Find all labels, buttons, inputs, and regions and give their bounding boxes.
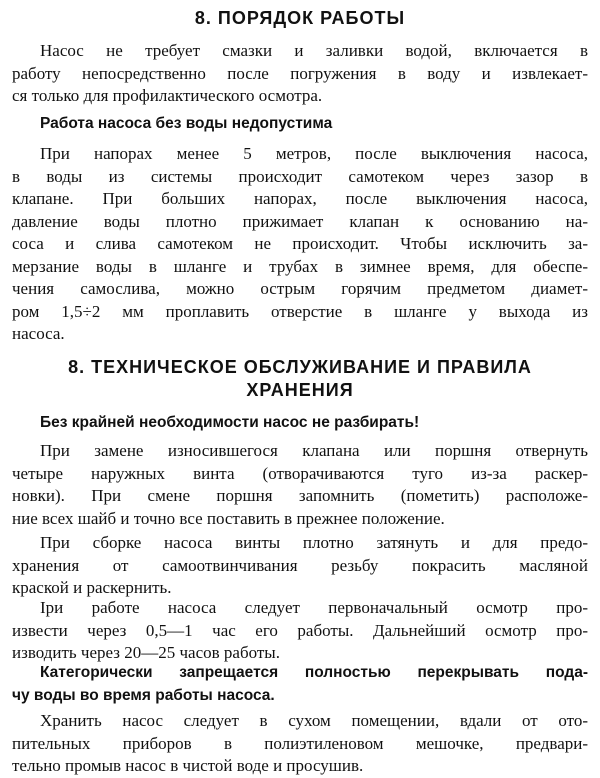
section-8-heading-line-1: 8. ТЕХНИЧЕСКОЕ ОБСЛУЖИВАНИЕ И ПРАВИЛА — [68, 357, 532, 377]
text-line: При замене износившегося клапана или поршня отвернуть — [40, 441, 588, 460]
text-line: новки). При смене поршня запомнить (пометить) расположе- — [12, 486, 588, 505]
text-line: извести через 0,5—1 час его работы. Дальнейший осмотр про- — [12, 620, 588, 640]
text-line: Хранить насос следует в сухом помещении, вдали от ото- — [40, 711, 588, 730]
text-line: насоса. — [12, 324, 65, 343]
section-8-warning — [12, 662, 588, 707]
section-8-paragraph-3 — [12, 597, 588, 665]
text-line: чения самослива, можно острым горячим предметом диамет- — [12, 279, 588, 298]
text-line: тельно промыв насос в чистой воде и просушив. — [12, 756, 364, 775]
text-line: ром 1,5÷2 мм проплавить отверстие в шланге у выхода из — [12, 301, 588, 321]
section-7-paragraph-2 — [12, 143, 588, 346]
section-7-subheading: Работа насоса без воды недопустима — [40, 115, 333, 132]
text-line: хранения от самоотвинчивания резьбу покрасить масляной — [12, 555, 588, 575]
text-line: клапане. При больших напорах, после выключения насоса, — [12, 189, 588, 208]
text-line: чу воды во время работы насоса. — [12, 686, 275, 704]
section-8-paragraph-1 — [12, 440, 588, 530]
text-line: соса и слива самотеком не происходит. Чтобы исключить за- — [12, 234, 588, 253]
text-line: пительных приборов в полиэтиленовом мешочке, предвари- — [12, 733, 588, 753]
text-line: в воды из системы происходит самотеком через зазор в — [12, 166, 588, 186]
text-line: Iри работе насоса следует первоначальный осмотр про- — [40, 598, 588, 617]
text-line: давление воды плотно прижимает клапан к основанию на- — [12, 211, 588, 231]
text-line: четыре наружных винта (отворачиваются туго из-за раскер- — [12, 463, 588, 483]
text-line: Категорически запрещается полностью перекрывать пода- — [40, 664, 588, 681]
text-line: ся только для профилактического осмотра. — [12, 86, 323, 105]
text-line: мерзание воды в шланге и трубах в зимнее время, для обеспе- — [12, 256, 588, 276]
section-8-subheading: Без крайней необходимости насос не разбирать! — [40, 414, 420, 431]
text-line: работу непосредственно после погружения в воду и извлекает- — [12, 63, 588, 83]
section-7-heading: 8. ПОРЯДОК РАБОТЫ — [194, 8, 406, 28]
section-8-heading-line-2: ХРАНЕНИЯ — [246, 380, 354, 400]
text-line: Насос не требует смазки и заливки водой, включается в — [40, 41, 588, 60]
text-line: изводить через 20—25 часов работы. — [12, 643, 280, 662]
text-line: При напорах менее 5 метров, после выключения насоса, — [40, 144, 588, 163]
section-7-paragraph-1 — [12, 40, 588, 108]
text-line: краской и раскернить. — [12, 578, 172, 597]
section-8-paragraph-4 — [12, 710, 588, 778]
text-line: При сборке насоса винты плотно затянуть и для предо- — [40, 533, 588, 552]
section-8-paragraph-2 — [12, 532, 588, 600]
text-line: ние всех шайб и точно все поставить в прежнее положение. — [12, 508, 445, 528]
